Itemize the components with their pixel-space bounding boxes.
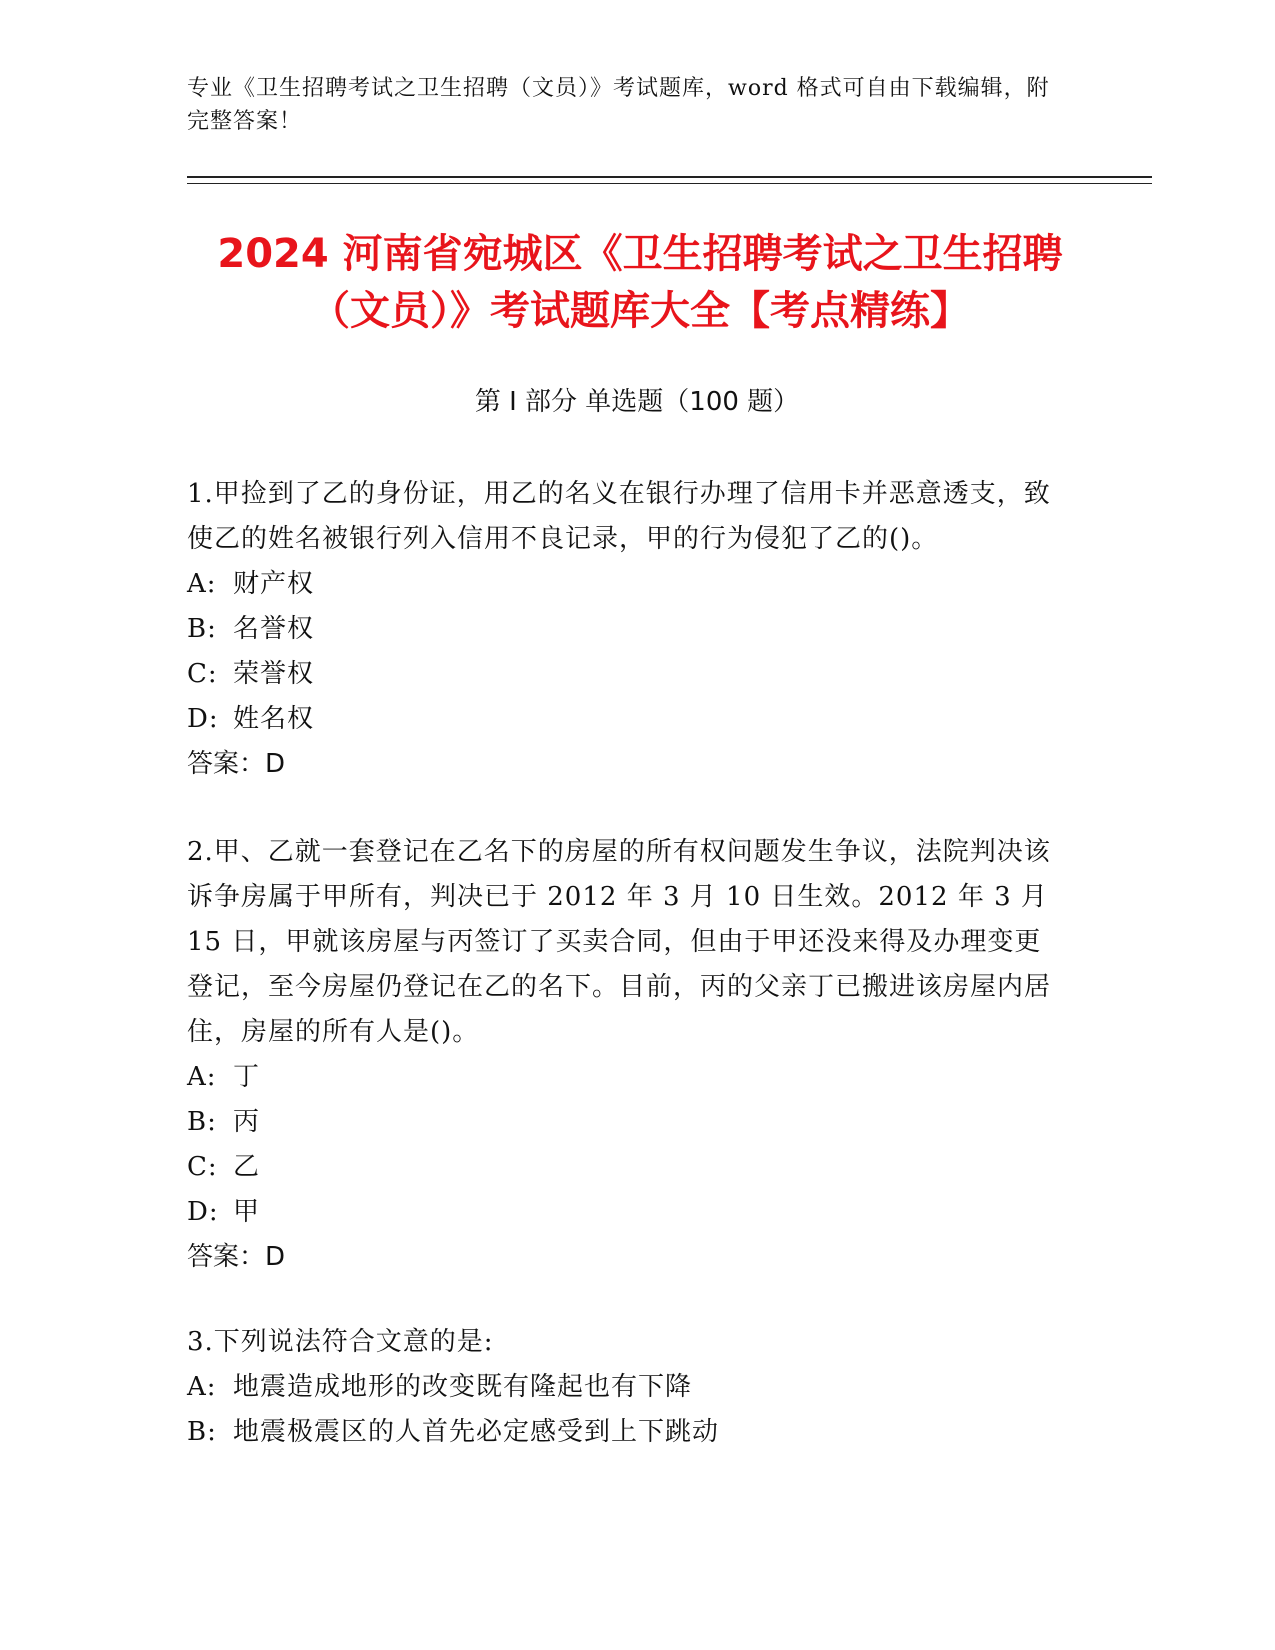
option-b — [187, 607, 1067, 652]
option-letter: C: — [187, 1152, 218, 1182]
question-text: 1.甲捡到了乙的身份证，用乙的名义在银行办理了信用卡并恶意透支，致使乙的姓名被银行列入信用不良记录，甲的行为侵犯了乙的()。 — [187, 479, 1051, 554]
question-text: 2.甲、乙就一套登记在乙名下的房屋的所有权问题发生争议，法院判决该诉争房属于甲所有，判决已于 2012 年 3 月 10 日生效。2012 年 3 月 15 日，甲就该房屋与丙签订了买卖合同，但由于甲还没来得及办理变更登记，至今房屋仍登记在乙的名下。目前，丙的父亲丁已搬进该房屋内居住，房屋的所有人是()。 — [187, 837, 1052, 1047]
option-letter: D: — [187, 704, 219, 734]
answer-line: 答案：D — [187, 1242, 286, 1272]
option-d — [187, 1190, 1067, 1235]
option-text: 丁 — [233, 1062, 261, 1092]
option-text: 名誉权 — [233, 614, 315, 644]
option-a — [187, 1055, 1067, 1100]
section-title: 第 I 部分 单选题（100 题） — [474, 387, 800, 417]
option-text: 地震极震区的人首先必定感受到上下跳动 — [233, 1417, 720, 1447]
answer-line: 答案：D — [187, 749, 286, 779]
option-b — [187, 1100, 1067, 1145]
option-text: 荣誉权 — [233, 659, 315, 689]
header-divider-thick — [187, 176, 1152, 178]
option-c — [187, 1145, 1067, 1190]
option-text: 甲 — [233, 1197, 261, 1227]
option-text: 姓名权 — [233, 704, 315, 734]
option-letter: A: — [187, 569, 217, 599]
option-letter: B: — [187, 1417, 217, 1447]
option-letter: A: — [187, 1372, 217, 1402]
option-d — [187, 697, 1067, 742]
document-title: 2024 河南省宛城区《卫生招聘考试之卫生招聘（文员）》考试题库大全【考点精练】 — [217, 231, 1063, 334]
option-c — [187, 652, 1067, 697]
header-divider-thin — [187, 183, 1152, 184]
option-letter: C: — [187, 659, 218, 689]
option-text: 丙 — [233, 1107, 261, 1137]
option-letter: A: — [187, 1062, 217, 1092]
question-2 — [187, 830, 1067, 1280]
option-a — [187, 1365, 1067, 1410]
question-3 — [187, 1320, 1067, 1455]
question-text: 3.下列说法符合文意的是: — [187, 1327, 494, 1357]
option-b — [187, 1410, 1067, 1455]
question-1 — [187, 472, 1067, 787]
option-text: 乙 — [233, 1152, 261, 1182]
option-text: 财产权 — [233, 569, 315, 599]
option-letter: B: — [187, 1107, 217, 1137]
header-note: 专业《卫生招聘考试之卫生招聘（文员）》考试题库，word 格式可自由下载编辑，附完整答案！ — [187, 76, 1050, 134]
option-text: 地震造成地形的改变既有隆起也有下降 — [233, 1372, 693, 1402]
option-letter: B: — [187, 614, 217, 644]
option-letter: D: — [187, 1197, 219, 1227]
option-a — [187, 562, 1067, 607]
